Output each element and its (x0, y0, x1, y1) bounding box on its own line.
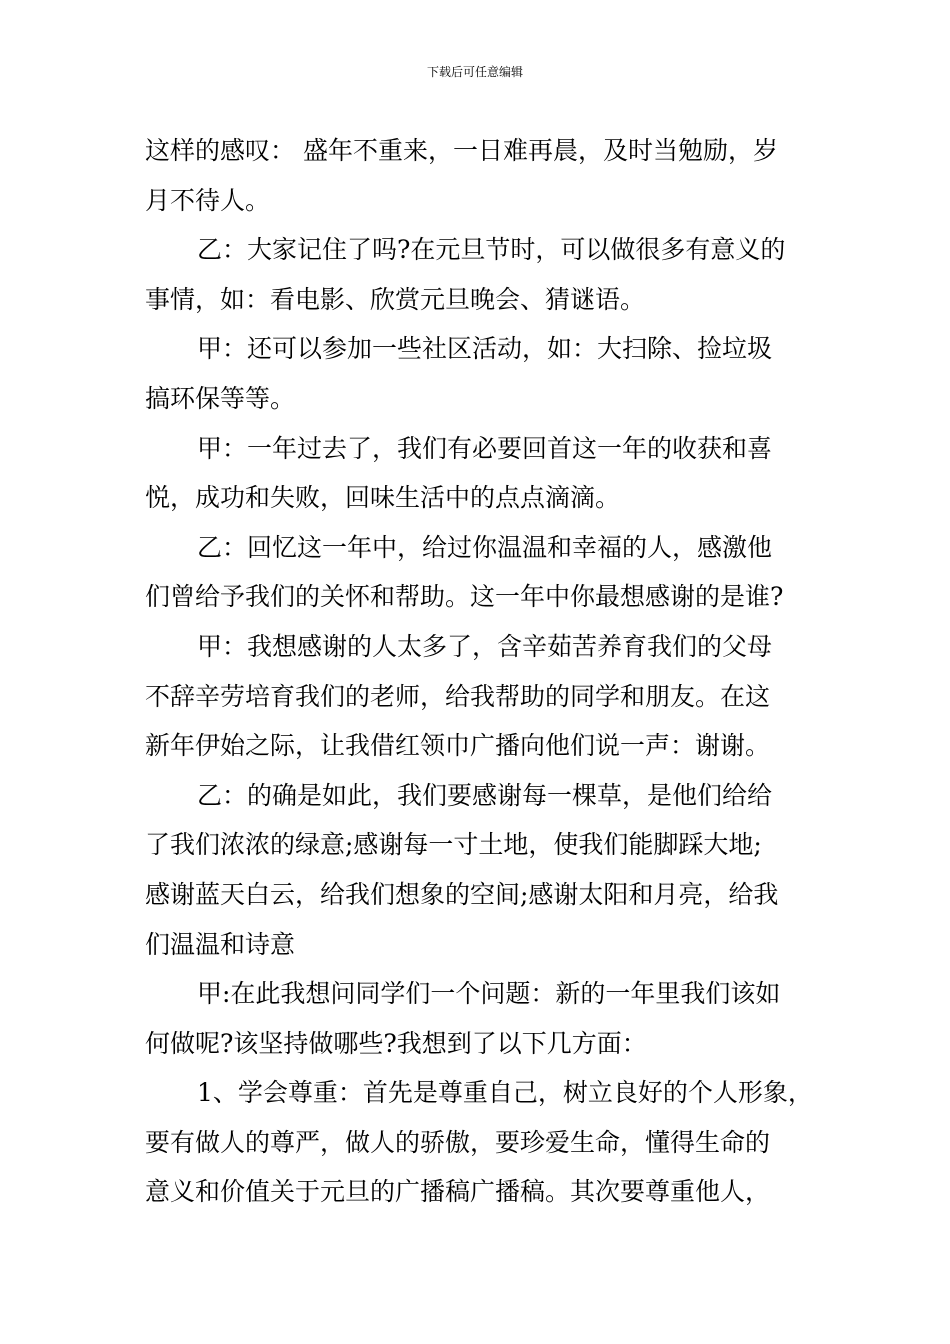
text-line: 1、学会尊重：首先是尊重自己，树立良好的个人形象， (197, 1078, 813, 1108)
text-line: 了我们浓浓的绿意;感谢每一寸土地，使我们能脚踩大地; (145, 830, 762, 860)
text-line: 悦，成功和失败，回味生活中的点点滴滴。 (145, 483, 621, 513)
text-line: 感谢蓝天白云，给我们想象的空间;感谢太阳和月亮，给我 (145, 879, 779, 909)
document-body (145, 126, 825, 1217)
page-header: 下载后可任意编辑 (426, 65, 523, 79)
text-line: 不辞辛劳培育我们的老师，给我帮助的同学和朋友。在这 (145, 681, 771, 711)
text-line: 们曾给予我们的关怀和帮助。这一年中你最想感谢的是谁? (145, 582, 784, 612)
text-line: 们温温和诗意 (145, 929, 296, 959)
text-line: 乙：大家记住了吗?在元旦节时，可以做很多有意义的 (197, 235, 786, 265)
text-line: 甲：我想感谢的人太多了，含辛茹苦养育我们的父母 (197, 631, 773, 661)
text-line: 甲：一年过去了，我们有必要回首这一年的收获和喜 (197, 433, 773, 463)
text-line: 意义和价值关于元旦的广播稿广播稿。其次要尊重他人， (145, 1177, 771, 1207)
text-line: 何做呢?该坚持做哪些?我想到了以下几方面： (145, 1028, 647, 1058)
text-line: 甲:在此我想问同学们一个问题：新的一年里我们该如 (197, 979, 781, 1009)
text-line: 乙：回忆这一年中，给过你温温和幸福的人，感激他 (197, 532, 773, 562)
text-line: 月不待人。 (145, 185, 271, 215)
text-line: 事情，如：看电影、欣赏元旦晚会、猜谜语。 (145, 284, 646, 314)
text-line: 要有做人的尊严，做人的骄傲，要珍爱生命，懂得生命的 (145, 1127, 771, 1157)
text-line: 乙：的确是如此，我们要感谢每一棵草，是他们给给 (197, 780, 773, 810)
text-line: 搞环保等等。 (145, 383, 296, 413)
text-line: 这样的感叹： 盛年不重来，一日难再晨，及时当勉励，岁 (145, 136, 778, 165)
text-line: 甲：还可以参加一些社区活动，如：大扫除、捡垃圾 (197, 334, 773, 364)
text-line: 新年伊始之际，让我借红领巾广播向他们说一声：谢谢。 (145, 731, 771, 761)
